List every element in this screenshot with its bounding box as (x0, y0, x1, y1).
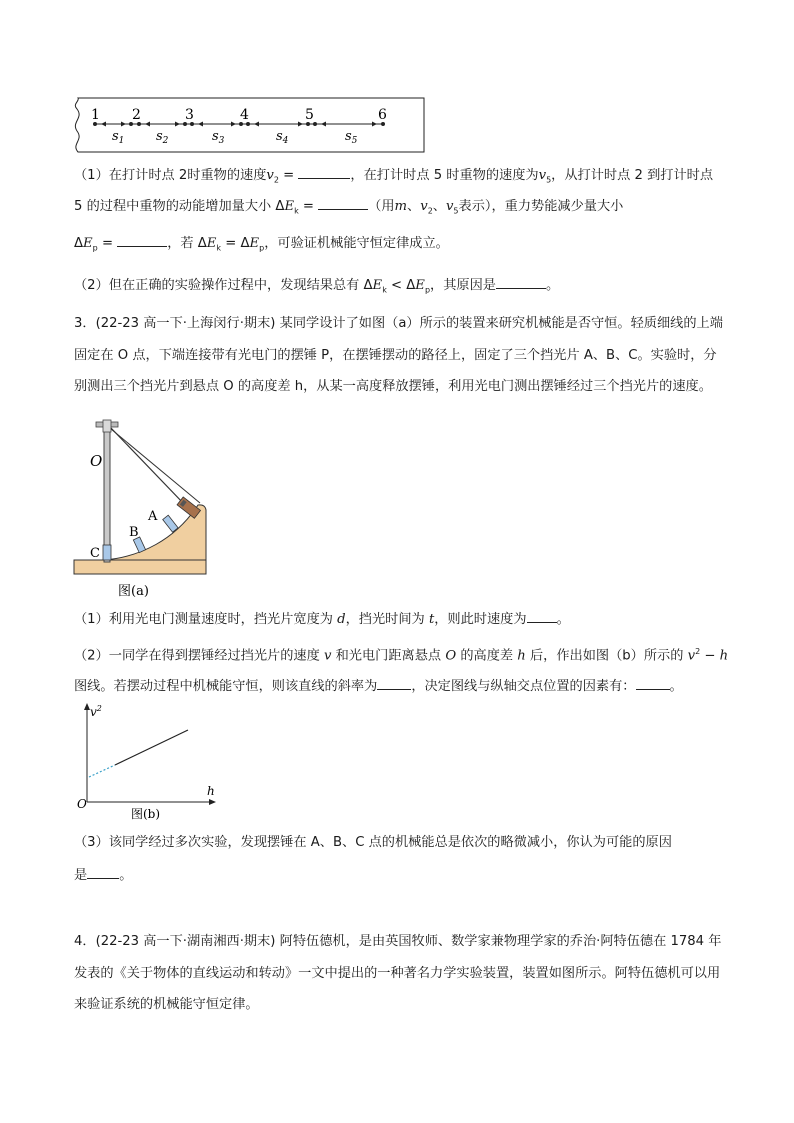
tape-point-label: 2 (132, 107, 141, 123)
q4-intro: 4．(22-23 高一下·湖南湘西·期末) 阿特伍德机，是由英国牧师、数学家兼物理学家的乔治·阿特伍德在 1784 年发表的《关于物体的直线运动和转动》一文中提出的一种著名力学实验装置，装置如图所示。阿特伍德机可以用来验证系统的机械能守恒定律。 (74, 934, 722, 1012)
origin-label: O (77, 797, 87, 811)
q3-part3-line1: （3）该同学经过多次实验，发现摆锤在 A、B、C 点的机械能总是依次的略微减小，你认为可能的原因 (74, 835, 672, 850)
graph-line-extrapolated (89, 765, 115, 777)
axis-label-h: h (207, 784, 215, 798)
q3-intro: 3．(22-23 高一下·上海闵行·期末) 某同学设计了如图（a）所示的装置来研究机械能是否守恒。轻质细线的上端固定在 O 点，下端连接带有光电门的摆锤 P，在摆锤摆动的路径上，固定了三个挡光片 A、B、C。实验时，分别测出三个挡光片到悬点 O 的高度差 h，从某一高度释放摆锤，利用光电门测出摆锤经过三个挡光片的速度。 (74, 316, 723, 394)
figure-b-caption: 图(b) (131, 807, 161, 821)
q2-part1-line3: $\Delta E_p$ = ，若 $\Delta E_k = \Delta E_p$，可验证机械能守恒定律成立。 (74, 236, 449, 253)
tape-point-label: 5 (305, 107, 314, 123)
tape-point-label: 1 (91, 107, 100, 123)
segment-label-s2: $s_2$ (156, 129, 169, 146)
answer-blank (87, 866, 119, 879)
q3-part3-line2: 是 。 (74, 868, 133, 883)
q2-part1-line2: 5 的过程中重物的动能增加量大小 $\Delta E_k$ = （用m、$v_2$、$v_5$表示），重力势能减少量大小 (74, 199, 624, 216)
tape-point-label: 3 (185, 107, 194, 123)
tape-point-label: 4 (240, 107, 249, 123)
q3-part2-line1: （2）一同学在得到摆锤经过挡光片的速度 v 和光电门距离悬点 O 的高度差 h 后，作出如图（b）所示的 $v^2 - h$ (74, 647, 729, 664)
x-axis-arrow (209, 799, 216, 805)
q2-part2-line: （2）但在正确的实验操作过程中，发现结果总有 $\Delta E_k < \Delta E_p$，其原因是 。 (74, 278, 560, 295)
segment-label-s1: $s_1$ (112, 129, 125, 146)
label-a: A (148, 509, 158, 524)
label-b: B (129, 525, 139, 540)
segment-label-s5: $s_5$ (345, 129, 358, 146)
figure-a-caption: 图(a) (118, 584, 149, 599)
graph-line-data (115, 730, 188, 765)
segment-label-s3: $s_3$ (212, 129, 225, 146)
tape-point-label: 6 (378, 107, 387, 123)
label-c: C (90, 546, 100, 561)
q3-part2-line2: 图线。若摆动过程中机械能守恒，则该直线的斜率为 ，决定图线与纵轴交点位置的因素有： 。 (74, 679, 683, 694)
segment-label-s4: $s_4$ (276, 129, 289, 146)
q2-part1-line1: （1）在打计时点 2时重物的速度$v_2$ = ，在打计时点 5 时重物的速度为$v_5$，从打计时点 2 到打计时点 (74, 168, 714, 185)
label-o: O (90, 452, 103, 470)
q3-part1-line: （1）利用光电门测量速度时，挡光片宽度为 d，挡光时间为 t，则此时速度为 。 (74, 612, 570, 627)
axis-label-v2: $v^2$ (90, 704, 102, 719)
